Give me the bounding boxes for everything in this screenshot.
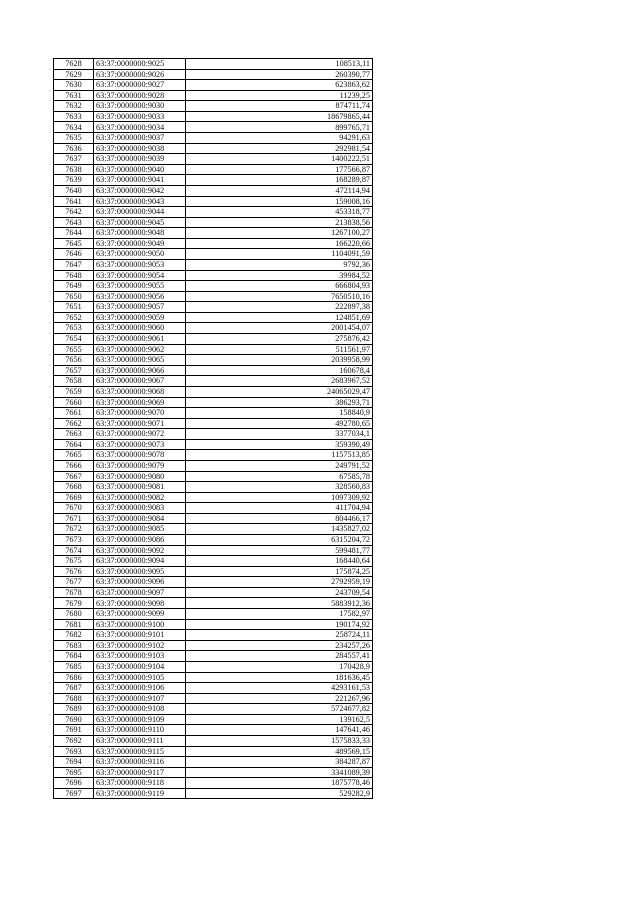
table-row [54,704,373,715]
row-number-cell: 7638 [54,164,94,175]
cadastral-value-cell: 2001454,07 [186,323,373,334]
cadastral-value-cell: 234257,26 [186,640,373,651]
table-row [54,418,373,429]
cadastral-value-cell: 2683967,52 [186,376,373,387]
cadastral-value-cell: 328560,83 [186,482,373,493]
table-row [54,111,373,122]
cadastral-value-cell: 1104091,59 [186,249,373,260]
table-row [54,228,373,239]
row-number-cell: 7645 [54,238,94,249]
cadastral-value-cell: 359390,49 [186,439,373,450]
cadastral-value-cell: 804466,17 [186,513,373,524]
table-row [54,482,373,493]
row-number-cell: 7658 [54,376,94,387]
row-number-cell: 7661 [54,408,94,419]
row-number-cell: 7628 [54,59,94,70]
table-row [54,355,373,366]
table-row [54,133,373,144]
cadastral-number-cell: 63:37:0000000:9094 [94,556,186,567]
row-number-cell: 7630 [54,80,94,91]
row-number-cell: 7663 [54,429,94,440]
row-number-cell: 7665 [54,450,94,461]
table-row [54,683,373,694]
cadastral-value-cell: 94291,63 [186,133,373,144]
cadastral-value-cell: 159008,16 [186,196,373,207]
cadastral-number-cell: 63:37:0000000:9098 [94,598,186,609]
cadastral-value-cell: 492780,65 [186,418,373,429]
row-number-cell: 7693 [54,746,94,757]
row-number-cell: 7677 [54,577,94,588]
cadastral-number-cell: 63:37:0000000:9116 [94,757,186,768]
row-number-cell: 7635 [54,133,94,144]
cadastral-number-cell: 63:37:0000000:9066 [94,365,186,376]
row-number-cell: 7696 [54,778,94,789]
row-number-cell: 7656 [54,355,94,366]
row-number-cell: 7641 [54,196,94,207]
cadastral-value-cell: 181636,45 [186,672,373,683]
cadastral-number-cell: 63:37:0000000:9092 [94,545,186,556]
cadastral-number-cell: 63:37:0000000:9100 [94,619,186,630]
cadastral-number-cell: 63:37:0000000:9050 [94,249,186,260]
row-number-cell: 7664 [54,439,94,450]
cadastral-value-cell: 11239,25 [186,90,373,101]
row-number-cell: 7695 [54,767,94,778]
cadastral-value-cell: 489569,15 [186,746,373,757]
row-number-cell: 7667 [54,471,94,482]
cadastral-value-cell: 67585,78 [186,471,373,482]
row-number-cell: 7689 [54,704,94,715]
table-row [54,566,373,577]
row-number-cell: 7691 [54,725,94,736]
table-row [54,185,373,196]
table-row [54,439,373,450]
row-number-cell: 7675 [54,556,94,567]
row-number-cell: 7643 [54,217,94,228]
cadastral-number-cell: 63:37:0000000:9061 [94,334,186,345]
cadastral-number-cell: 63:37:0000000:9037 [94,133,186,144]
cadastral-number-cell: 63:37:0000000:9065 [94,355,186,366]
table-row [54,619,373,630]
row-number-cell: 7629 [54,69,94,80]
cadastral-value-cell: 386293,71 [186,397,373,408]
row-number-cell: 7637 [54,154,94,165]
row-number-cell: 7653 [54,323,94,334]
table-row [54,281,373,292]
cadastral-value-cell: 275876,42 [186,334,373,345]
row-number-cell: 7674 [54,545,94,556]
cadastral-number-cell: 63:37:0000000:9102 [94,640,186,651]
table-body [54,59,373,799]
table-row [54,672,373,683]
cadastral-number-cell: 63:37:0000000:9034 [94,122,186,133]
table-row [54,587,373,598]
cadastral-number-cell: 63:37:0000000:9043 [94,196,186,207]
cadastral-number-cell: 63:37:0000000:9067 [94,376,186,387]
cadastral-value-cell: 2039958,99 [186,355,373,366]
table-row [54,408,373,419]
cadastral-value-cell: 17582,97 [186,609,373,620]
table-row [54,154,373,165]
row-number-cell: 7632 [54,101,94,112]
table-row [54,80,373,91]
cadastral-number-cell: 63:37:0000000:9053 [94,259,186,270]
row-number-cell: 7685 [54,661,94,672]
cadastral-number-cell: 63:37:0000000:9026 [94,69,186,80]
table-row [54,196,373,207]
cadastral-number-cell: 63:37:0000000:9105 [94,672,186,683]
row-number-cell: 7678 [54,587,94,598]
cadastral-number-cell: 63:37:0000000:9101 [94,630,186,641]
cadastral-value-cell: 899765,71 [186,122,373,133]
cadastral-number-cell: 63:37:0000000:9069 [94,397,186,408]
cadastral-value-cell: 1575833,33 [186,736,373,747]
table-row [54,651,373,662]
table-row [54,503,373,514]
row-number-cell: 7650 [54,291,94,302]
cadastral-value-cell: 1157513,85 [186,450,373,461]
cadastral-number-cell: 63:37:0000000:9115 [94,746,186,757]
table-row [54,302,373,313]
row-number-cell: 7657 [54,365,94,376]
cadastral-value-cell: 3341089,39 [186,767,373,778]
row-number-cell: 7672 [54,524,94,535]
cadastral-number-cell: 63:37:0000000:9057 [94,302,186,313]
table-row [54,59,373,70]
table-row [54,460,373,471]
cadastral-number-cell: 63:37:0000000:9083 [94,503,186,514]
cadastral-number-cell: 63:37:0000000:9056 [94,291,186,302]
cadastral-value-cell: 599481,77 [186,545,373,556]
cadastral-value-cell: 666804,93 [186,281,373,292]
table-row [54,693,373,704]
cadastral-number-cell: 63:37:0000000:9081 [94,482,186,493]
table-row [54,122,373,133]
cadastral-number-cell: 63:37:0000000:9039 [94,154,186,165]
cadastral-number-cell: 63:37:0000000:9055 [94,281,186,292]
table-row [54,291,373,302]
cadastral-value-cell: 213838,56 [186,217,373,228]
cadastral-number-cell: 63:37:0000000:9099 [94,609,186,620]
cadastral-number-cell: 63:37:0000000:9033 [94,111,186,122]
cadastral-value-cell: 24065029,47 [186,386,373,397]
table-row [54,556,373,567]
table-row [54,545,373,556]
cadastral-value-cell: 18679865,44 [186,111,373,122]
row-number-cell: 7692 [54,736,94,747]
table-row [54,746,373,757]
cadastral-number-cell: 63:37:0000000:9068 [94,386,186,397]
row-number-cell: 7651 [54,302,94,313]
table-row [54,101,373,112]
row-number-cell: 7680 [54,609,94,620]
table-row [54,630,373,641]
cadastral-value-cell: 292981,54 [186,143,373,154]
row-number-cell: 7671 [54,513,94,524]
cadastral-number-cell: 63:37:0000000:9084 [94,513,186,524]
cadastral-value-cell: 2792959,19 [186,577,373,588]
cadastral-value-cell: 222897,38 [186,302,373,313]
row-number-cell: 7655 [54,344,94,355]
cadastral-value-cell: 1267100,27 [186,228,373,239]
cadastral-value-cell: 139162,5 [186,714,373,725]
table-row [54,175,373,186]
cadastral-value-cell: 124851,69 [186,312,373,323]
row-number-cell: 7690 [54,714,94,725]
row-number-cell: 7687 [54,683,94,694]
table-row [54,535,373,546]
cadastral-value-cell: 168289,87 [186,175,373,186]
table-row [54,471,373,482]
cadastral-number-cell: 63:37:0000000:9109 [94,714,186,725]
row-number-cell: 7647 [54,259,94,270]
cadastral-value-cell: 453318,77 [186,207,373,218]
cadastral-number-cell: 63:37:0000000:9030 [94,101,186,112]
row-number-cell: 7639 [54,175,94,186]
cadastral-value-cell: 384287,87 [186,757,373,768]
table-row [54,365,373,376]
table-row [54,492,373,503]
cadastral-value-cell: 158840,9 [186,408,373,419]
cadastral-value-cell: 39984,52 [186,270,373,281]
cadastral-number-cell: 63:37:0000000:9104 [94,661,186,672]
table-row [54,259,373,270]
cadastral-number-cell: 63:37:0000000:9103 [94,651,186,662]
table-row [54,397,373,408]
cadastral-value-cell: 166220,66 [186,238,373,249]
table-row [54,323,373,334]
cadastral-number-cell: 63:37:0000000:9072 [94,429,186,440]
table-row [54,270,373,281]
cadastral-number-cell: 63:37:0000000:9042 [94,185,186,196]
cadastral-value-cell: 1435827,02 [186,524,373,535]
cadastral-number-cell: 63:37:0000000:9044 [94,207,186,218]
cadastral-value-cell: 108513,11 [186,59,373,70]
table-row [54,598,373,609]
table-row [54,640,373,651]
cadastral-value-cell: 258724,11 [186,630,373,641]
table-row [54,249,373,260]
table-row [54,736,373,747]
table-row [54,429,373,440]
cadastral-number-cell: 63:37:0000000:9054 [94,270,186,281]
table-row [54,312,373,323]
cadastral-value-cell: 260390,77 [186,69,373,80]
cadastral-number-cell: 63:37:0000000:9082 [94,492,186,503]
table-row [54,69,373,80]
cadastral-value-cell: 249791,52 [186,460,373,471]
cadastral-value-cell: 243709,54 [186,587,373,598]
cadastral-number-cell: 63:37:0000000:9073 [94,439,186,450]
cadastral-value-cell: 284557,41 [186,651,373,662]
cadastral-number-cell: 63:37:0000000:9107 [94,693,186,704]
cadastral-number-cell: 63:37:0000000:9071 [94,418,186,429]
cadastral-value-cell: 160678,4 [186,365,373,376]
row-number-cell: 7694 [54,757,94,768]
table-row [54,376,373,387]
table-row [54,217,373,228]
row-number-cell: 7668 [54,482,94,493]
table-row [54,661,373,672]
cadastral-number-cell: 63:37:0000000:9028 [94,90,186,101]
table-row [54,207,373,218]
row-number-cell: 7688 [54,693,94,704]
cadastral-number-cell: 63:37:0000000:9049 [94,238,186,249]
row-number-cell: 7649 [54,281,94,292]
row-number-cell: 7659 [54,386,94,397]
row-number-cell: 7640 [54,185,94,196]
table-row [54,767,373,778]
table-row [54,577,373,588]
cadastral-value-cell: 221267,96 [186,693,373,704]
cadastral-number-cell: 63:37:0000000:9110 [94,725,186,736]
cadastral-value-cell: 623863,62 [186,80,373,91]
cadastral-value-cell: 529282,9 [186,788,373,799]
cadastral-value-cell: 4293161,53 [186,683,373,694]
cadastral-number-cell: 63:37:0000000:9040 [94,164,186,175]
cadastral-value-cell: 175874,25 [186,566,373,577]
table-row [54,609,373,620]
cadastral-value-cell: 177566,87 [186,164,373,175]
row-number-cell: 7676 [54,566,94,577]
cadastral-number-cell: 63:37:0000000:9106 [94,683,186,694]
row-number-cell: 7679 [54,598,94,609]
row-number-cell: 7654 [54,334,94,345]
cadastral-value-cell: 147641,46 [186,725,373,736]
cadastral-number-cell: 63:37:0000000:9085 [94,524,186,535]
cadastral-number-cell: 63:37:0000000:9070 [94,408,186,419]
cadastral-value-cell: 511561,97 [186,344,373,355]
table-row [54,725,373,736]
table-row [54,164,373,175]
row-number-cell: 7662 [54,418,94,429]
table-row [54,238,373,249]
cadastral-value-cell: 1400222,51 [186,154,373,165]
cadastral-number-cell: 63:37:0000000:9025 [94,59,186,70]
cadastral-number-cell: 63:37:0000000:9117 [94,767,186,778]
table-row [54,714,373,725]
row-number-cell: 7633 [54,111,94,122]
cadastral-value-cell: 6315204,72 [186,535,373,546]
table-row [54,788,373,799]
table-row [54,344,373,355]
cadastral-number-cell: 63:37:0000000:9060 [94,323,186,334]
cadastral-number-cell: 63:37:0000000:9096 [94,577,186,588]
cadastral-value-cell: 170428,9 [186,661,373,672]
row-number-cell: 7686 [54,672,94,683]
cadastral-value-cell: 472114,94 [186,185,373,196]
cadastral-number-cell: 63:37:0000000:9062 [94,344,186,355]
cadastral-number-cell: 63:37:0000000:9079 [94,460,186,471]
cadastral-value-cell: 5883912,36 [186,598,373,609]
cadastral-value-cell: 168440,64 [186,556,373,567]
row-number-cell: 7660 [54,397,94,408]
cadastral-number-cell: 63:37:0000000:9119 [94,788,186,799]
cadastral-value-cell: 411704,94 [186,503,373,514]
cadastral-value-cell: 874711,74 [186,101,373,112]
row-number-cell: 7644 [54,228,94,239]
row-number-cell: 7681 [54,619,94,630]
cadastral-number-cell: 63:37:0000000:9111 [94,736,186,747]
row-number-cell: 7652 [54,312,94,323]
table-row [54,778,373,789]
table-row [54,90,373,101]
row-number-cell: 7666 [54,460,94,471]
row-number-cell: 7634 [54,122,94,133]
row-number-cell: 7684 [54,651,94,662]
row-number-cell: 7683 [54,640,94,651]
table-row [54,386,373,397]
cadastral-number-cell: 63:37:0000000:9059 [94,312,186,323]
cadastral-number-cell: 63:37:0000000:9048 [94,228,186,239]
row-number-cell: 7648 [54,270,94,281]
table-row [54,334,373,345]
cadastral-value-cell: 7650510,16 [186,291,373,302]
cadastral-number-cell: 63:37:0000000:9045 [94,217,186,228]
row-number-cell: 7697 [54,788,94,799]
cadastral-number-cell: 63:37:0000000:9078 [94,450,186,461]
cadastral-number-cell: 63:37:0000000:9108 [94,704,186,715]
cadastral-number-cell: 63:37:0000000:9080 [94,471,186,482]
cadastral-value-cell: 3377034,1 [186,429,373,440]
cadastral-value-table [53,58,373,799]
table-row [54,524,373,535]
row-number-cell: 7646 [54,249,94,260]
cadastral-value-cell: 9792,36 [186,259,373,270]
table-row [54,757,373,768]
cadastral-value-cell: 190174,92 [186,619,373,630]
table-row [54,513,373,524]
row-number-cell: 7670 [54,503,94,514]
row-number-cell: 7636 [54,143,94,154]
row-number-cell: 7673 [54,535,94,546]
cadastral-number-cell: 63:37:0000000:9038 [94,143,186,154]
table-row [54,450,373,461]
cadastral-value-cell: 1875778,46 [186,778,373,789]
row-number-cell: 7631 [54,90,94,101]
table-row [54,143,373,154]
cadastral-number-cell: 63:37:0000000:9118 [94,778,186,789]
cadastral-value-cell: 5724677,82 [186,704,373,715]
cadastral-number-cell: 63:37:0000000:9086 [94,535,186,546]
row-number-cell: 7642 [54,207,94,218]
cadastral-number-cell: 63:37:0000000:9041 [94,175,186,186]
cadastral-number-cell: 63:37:0000000:9097 [94,587,186,598]
cadastral-number-cell: 63:37:0000000:9027 [94,80,186,91]
cadastral-number-cell: 63:37:0000000:9095 [94,566,186,577]
row-number-cell: 7669 [54,492,94,503]
cadastral-value-cell: 1097309,92 [186,492,373,503]
row-number-cell: 7682 [54,630,94,641]
